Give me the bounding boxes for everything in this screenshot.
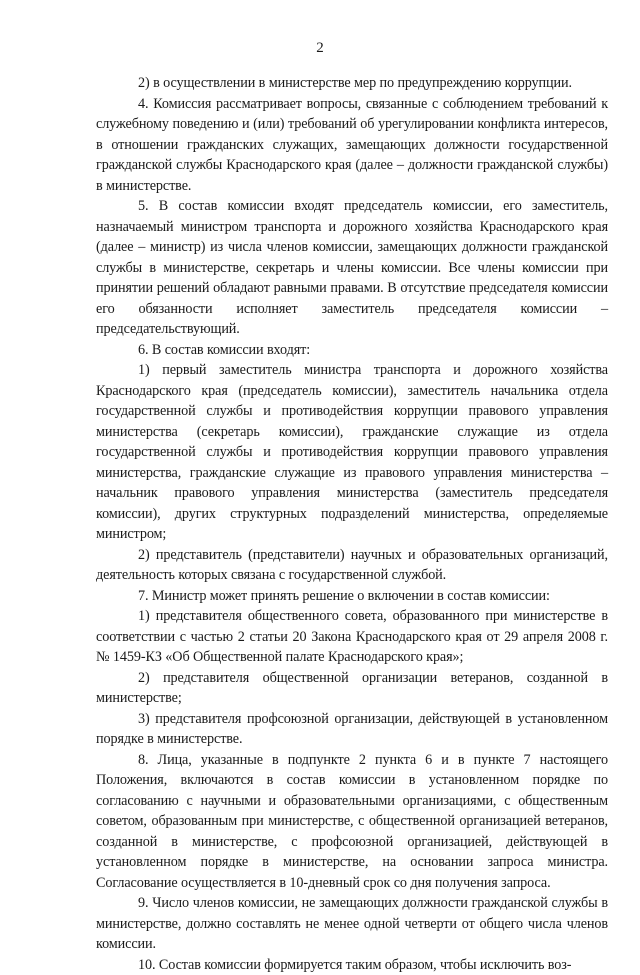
page-number: 2: [0, 40, 640, 57]
paragraph-9: 9. Число членов комиссии, не замещающих должности гражданской службы в министерстве, должно составлять не менее одной четверти от общего числа членов комиссии.: [96, 893, 608, 955]
paragraph-6-2: 2) представитель (представители) научных и образовательных организаций, деятельность которых связана с государственной службой.: [96, 545, 608, 586]
document-body: [96, 73, 608, 975]
paragraph-6: 6. В состав комиссии входят:: [96, 340, 608, 361]
paragraph-4: 4. Комиссия рассматривает вопросы, связанные с соблюдением требований к служебному поведению и (или) требований об урегулировании конфликта интересов, в отношении гражданских служащих, замещающих должности государственной гражданской службы Краснодарского края (далее – должности гражданской службы) в министерстве.: [96, 94, 608, 197]
paragraph-7-2: 2) представителя общественной организации ветеранов, созданной в министерстве;: [96, 668, 608, 709]
paragraph-6-1: 1) первый заместитель министра транспорта и дорожного хозяйства Краснодарского края (председатель комиссии), заместитель начальника отдела государственной службы и противодействия коррупции правового управления министерства (секретарь комиссии), гражданские служащие из отдела государственной службы и противодействия коррупции правового управления министерства, гражданские служащие из правового управления министерства – начальник правового управления министерства (заместитель председателя комиссии), других структурных подразделений министерства, определяемые министром;: [96, 360, 608, 545]
paragraph-8: 8. Лица, указанные в подпункте 2 пункта 6 и в пункте 7 настоящего Положения, включаются в состав комиссии в установленном порядке по согласованию с научными и образовательными организациями, с общественным советом, образованным при министерстве, с общественной организацией ветеранов, созданной в министерстве, с профсоюзной организацией, действующей в установленном порядке в министерстве, на основании запроса министра. Согласование осуществляется в 10-дневный срок со дня получения запроса.: [96, 750, 608, 894]
paragraph-7-3: 3) представителя профсоюзной организации, действующей в установленном порядке в министерстве.: [96, 709, 608, 750]
paragraph-2-2: 2) в осуществлении в министерстве мер по предупреждению коррупции.: [96, 73, 608, 94]
paragraph-10: 10. Состав комиссии формируется таким образом, чтобы исключить воз-: [96, 955, 608, 975]
paragraph-7-1: 1) представителя общественного совета, образованного при министерстве в соответствии с частью 2 статьи 20 Закона Краснодарского края от 29 апреля 2008 г. № 1459-КЗ «Об Общественной палате Краснодарского края»;: [96, 606, 608, 668]
paragraph-5: 5. В состав комиссии входят председатель комиссии, его заместитель, назначаемый министром транспорта и дорожного хозяйства Краснодарского края (далее – министр) из числа членов комиссии, замещающих должности гражданской службы в министерстве, секретарь и члены комиссии. Все члены комиссии при принятии решений обладают равными правами. В отсутствие председателя комиссии его обязанности исполняет заместитель председателя комиссии – председательствующий.: [96, 196, 608, 340]
paragraph-7: 7. Министр может принять решение о включении в состав комиссии:: [96, 586, 608, 607]
